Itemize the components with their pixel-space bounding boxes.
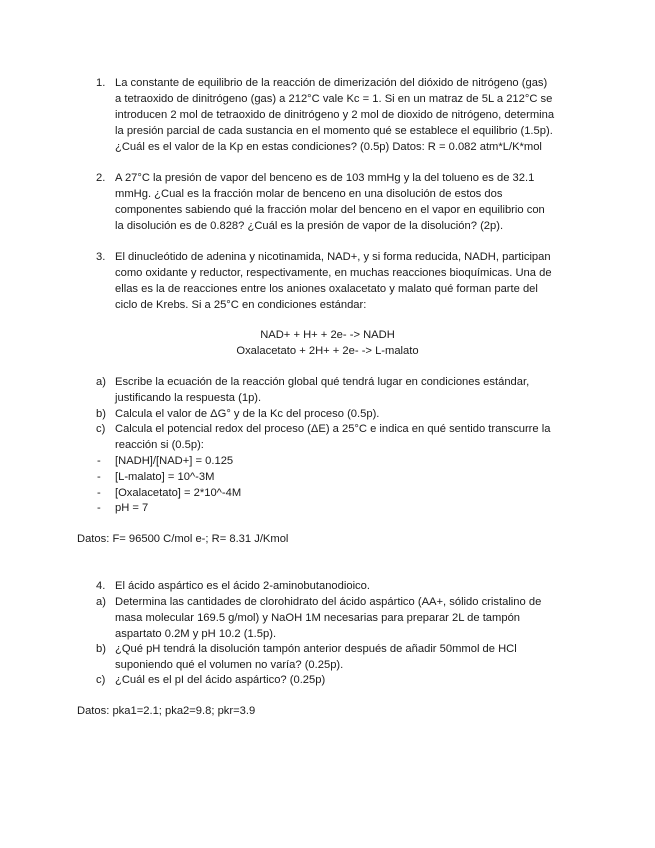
question-3-line-1: El dinucleótido de adenina y nicotinamida, NAD+, y si forma reducida, NADH, participan bbox=[115, 251, 551, 263]
condition-3: [Oxalacetato] = 2*10^-4M bbox=[115, 487, 242, 499]
question-1-line-1: La constante de equilibrio de la reacción de dimerización del dióxido de nitrógeno (gas) bbox=[115, 77, 548, 89]
q3-item-b-marker: b) bbox=[96, 408, 106, 420]
question-3-line-4: ciclo de Krebs. Si a 25°C en condiciones estándar: bbox=[115, 299, 367, 311]
question-1-line-5: ¿Cuál es el valor de la Kp en estas condiciones? (0.5p) Datos: R = 0.082 atm*L/K*mol bbox=[115, 141, 542, 153]
question-2-number: 2. bbox=[96, 172, 106, 184]
question-1-number: 1. bbox=[96, 77, 106, 89]
question-2-line-2: mmHg. ¿Cual es la fracción molar de benceno en una disolución de estos dos bbox=[115, 188, 503, 200]
q3-datos: Datos: F= 96500 C/mol e-; R= 8.31 J/Kmol bbox=[77, 533, 289, 545]
q4-item-a-line-1: Determina las cantidades de clorohidrato del ácido aspártico (AA+, sólido cristalino de bbox=[115, 596, 542, 608]
question-2-line-3: componentes sabiendo qué la fracción molar del benceno en el vapor en equilibrio con bbox=[115, 204, 545, 216]
question-2-line-1: A 27°C la presión de vapor del benceno es de 103 mmHg y la del tolueno es de 32.1 bbox=[115, 172, 535, 184]
reaction-2: Oxalacetato + 2H+ + 2e- -> L-malato bbox=[236, 345, 419, 357]
condition-1: [NADH]/[NAD+] = 0.125 bbox=[115, 455, 234, 467]
q4-item-b-marker: b) bbox=[96, 643, 106, 655]
q4-item-c-marker: c) bbox=[96, 674, 106, 686]
question-3-line-2: como oxidante y reductor, respectivamente, en muchas reacciones bioquímicas. Una de bbox=[115, 267, 552, 279]
q3-item-c-marker: c) bbox=[96, 423, 106, 435]
q3-item-c-line-1: Calcula el potencial redox del proceso (ΔE) a 25°C e indica en qué sentido transcurre la bbox=[115, 423, 551, 435]
condition-4: pH = 7 bbox=[115, 502, 149, 514]
q4-item-a-line-2: masa molecular 169.5 g/mol) y NaOH 1M necesarias para preparar 2L de tampón bbox=[115, 612, 521, 624]
q3-item-a-marker: a) bbox=[96, 376, 106, 388]
question-3-number: 3. bbox=[96, 251, 106, 263]
q4-item-b-line-1: ¿Qué pH tendrá la disolución tampón anterior después de añadir 50mmol de HCl bbox=[115, 643, 517, 655]
condition-1-marker: - bbox=[97, 455, 101, 467]
q3-item-b-line-1: Calcula el valor de ΔG° y de la Kc del proceso (0.5p). bbox=[115, 408, 380, 420]
q4-datos: Datos: pka1=2.1; pka2=9.8; pkr=3.9 bbox=[77, 705, 256, 717]
q4-item-b-line-2: suponiendo qué el volumen no varía? (0.25p). bbox=[115, 659, 344, 671]
q4-item-a-marker: a) bbox=[96, 596, 106, 608]
condition-4-marker: - bbox=[97, 502, 101, 514]
reaction-1: NAD+ + H+ + 2e- -> NADH bbox=[260, 329, 395, 341]
question-1-line-2: a tetraoxido de dinitrógeno (gas) a 212°C vale Kc = 1. Si en un matraz de 5L a 212°C se bbox=[115, 93, 553, 105]
condition-2-marker: - bbox=[97, 471, 101, 483]
q4-item-c-line-1: ¿Cuál es el pI del ácido aspártico? (0.25p) bbox=[115, 674, 326, 686]
condition-2: [L-malato] = 10^-3M bbox=[115, 471, 215, 483]
question-4-number: 4. bbox=[96, 580, 106, 592]
question-2-line-4: la disolución es de 0.828? ¿Cuál es la presión de vapor de la disolución? (2p). bbox=[115, 220, 504, 232]
condition-3-marker: - bbox=[97, 487, 101, 499]
question-4-intro: El ácido aspártico es el ácido 2-aminobutanodioico. bbox=[115, 580, 370, 592]
q3-item-c-line-2: reacción si (0.5p): bbox=[115, 439, 204, 451]
question-1-line-3: introducen 2 mol de tetraoxido de dinitrógeno y 2 mol de dioxido de nitrógeno, determina bbox=[115, 109, 555, 121]
q3-item-a-line-2: justificando la respuesta (1p). bbox=[115, 392, 262, 404]
question-3-line-3: ellas es la de reacciones entre los aniones oxalacetato y malato qué forman parte del bbox=[115, 283, 538, 295]
question-1-line-4: la presión parcial de cada sustancia en el momento qué se establece el equilibrio (1.5p). bbox=[115, 125, 553, 137]
q3-item-a-line-1: Escribe la ecuación de la reacción global qué tendrá lugar en condiciones estándar, bbox=[115, 376, 530, 388]
q4-item-a-line-3: aspartato 0.2M y pH 10.2 (1.5p). bbox=[115, 628, 277, 640]
